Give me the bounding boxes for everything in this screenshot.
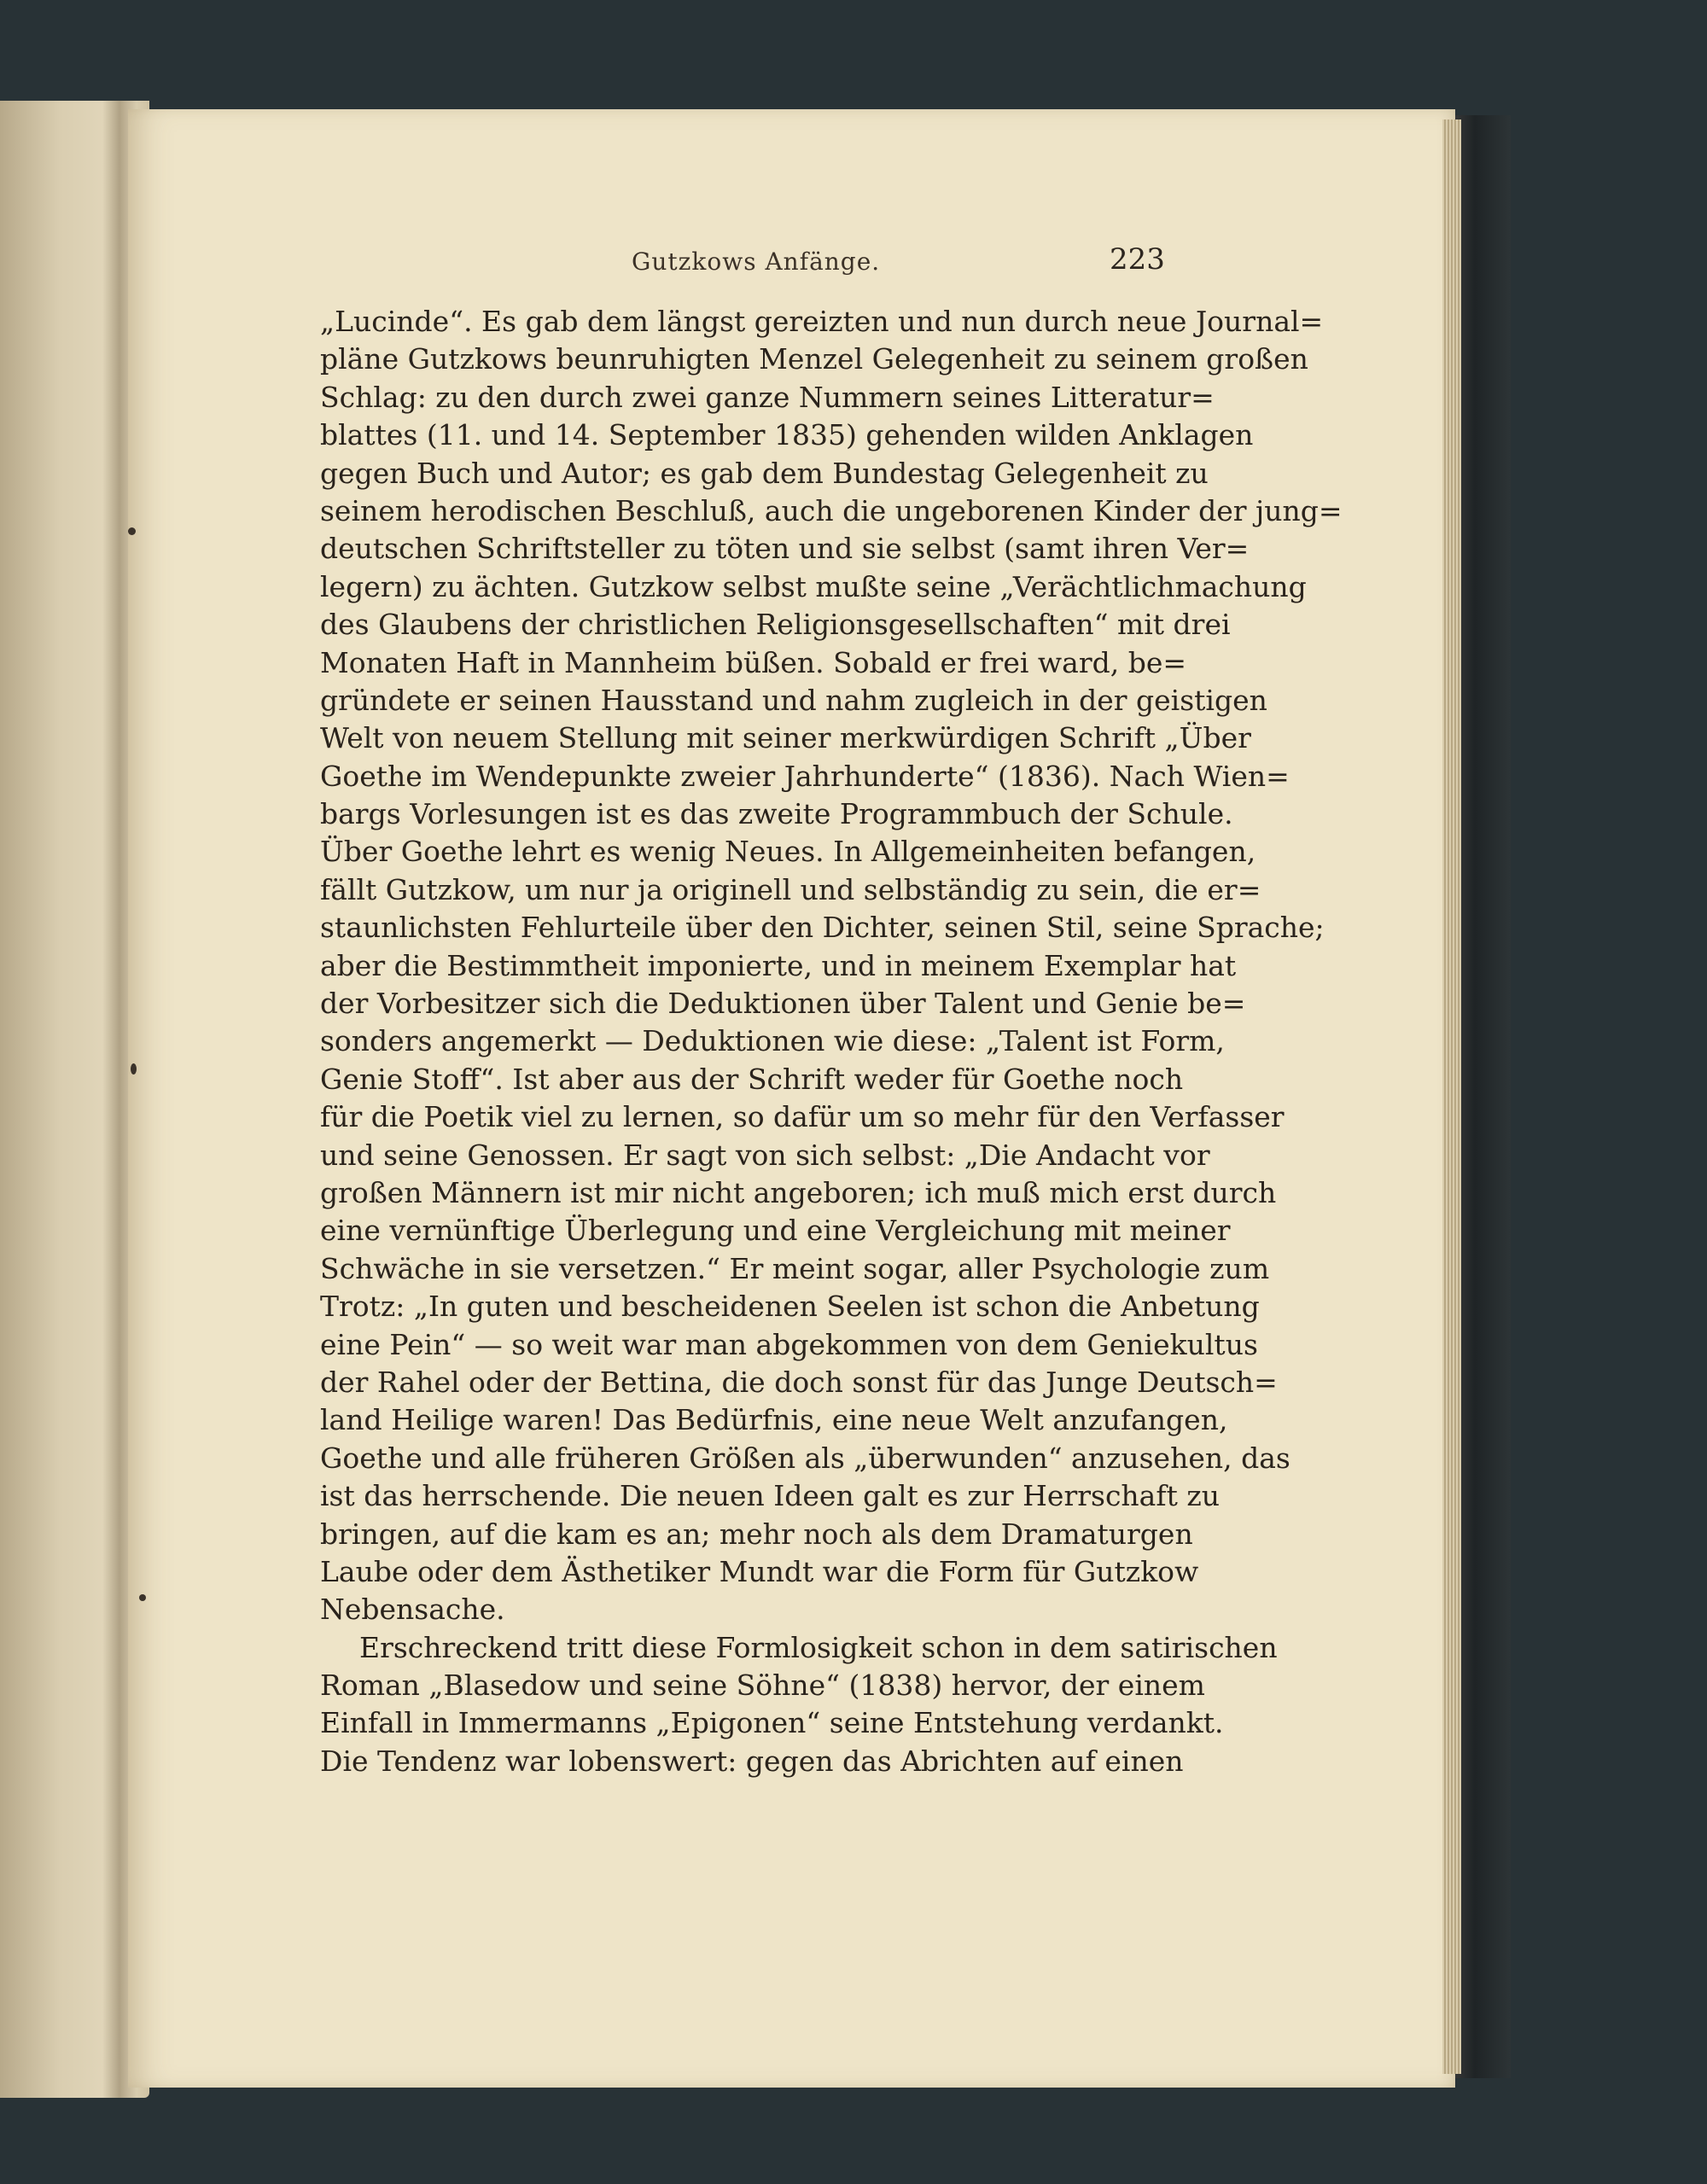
text-line: Trotz: „In guten und bescheidenen Seelen ist schon die Anbetung <box>320 1290 1260 1324</box>
text-line: aber die Bestimmtheit imponierte, und in meinem Exemplar hat <box>320 948 1237 982</box>
text-line: Monaten Haft in Mannheim büßen. Sobald er frei ward, be= <box>320 645 1187 679</box>
text-line: Goethe und alle früheren Größen als „überwunden“ anzusehen, das <box>320 1441 1290 1475</box>
body-text <box>320 303 1343 1780</box>
text-line: deutschen Schriftsteller zu töten und sie selbst (samt ihren Ver= <box>320 532 1250 566</box>
dust-speck <box>128 527 136 535</box>
dust-speck <box>139 1594 146 1601</box>
text-line: gründete er seinen Hausstand und nahm zugleich in der geistigen <box>320 683 1267 717</box>
text-line: sonders angemerkt — Deduktionen wie diese: „Talent ist Form, <box>320 1024 1225 1058</box>
text-line: der Rahel oder der Bettina, die doch sonst für das Junge Deutsch= <box>320 1365 1278 1399</box>
running-head-title: Gutzkows Anfänge. <box>632 248 881 276</box>
text-line: Genie Stoff“. Ist aber aus der Schrift weder für Goethe noch <box>320 1062 1184 1096</box>
text-line: pläne Gutzkows beunruhigten Menzel Gelegenheit zu seinem großen <box>320 342 1308 376</box>
text-line: blattes (11. und 14. September 1835) gehenden wilden Anklagen <box>320 418 1254 452</box>
text-line: legern) zu ächten. Gutzkow selbst mußte seine „Verächtlichmachung <box>320 569 1307 603</box>
page-number: 223 <box>1110 242 1165 277</box>
text-line: Laube oder dem Ästhetiker Mundt war die Form für Gutzkow <box>320 1554 1199 1588</box>
running-header <box>0 242 1169 282</box>
text-line: Erschreckend tritt diese Formlosigkeit schon in dem satirischen <box>359 1630 1278 1664</box>
text-line: staunlichsten Fehlurteile über den Dichter, seinen Stil, seine Sprache; <box>320 911 1325 945</box>
text-line: Einfall in Immermanns „Epigonen“ seine Entstehung verdankt. <box>320 1706 1224 1740</box>
text-line: Die Tendenz war lobenswert: gegen das Abrichten auf einen <box>320 1744 1184 1778</box>
text-line: seinem herodischen Beschluß, auch die ungeborenen Kinder der jung= <box>320 493 1343 527</box>
text-line: land Heilige waren! Das Bedürfnis, eine neue Welt anzufangen, <box>320 1403 1228 1437</box>
text-line: Goethe im Wendepunkte zweier Jahrhunderte“ (1836). Nach Wien= <box>320 759 1290 793</box>
text-line: des Glaubens der christlichen Religionsgesellschaften“ mit drei <box>320 608 1231 642</box>
text-line: Schlag: zu den durch zwei ganze Nummern seines Litteratur= <box>320 380 1215 414</box>
text-line: Welt von neuem Stellung mit seiner merkwürdigen Schrift „Über <box>320 721 1251 755</box>
text-line: ist das herrschende. Die neuen Ideen galt es zur Herrschaft zu <box>320 1479 1220 1513</box>
text-line: für die Poetik viel zu lernen, so dafür um so mehr für den Verfasser <box>320 1100 1285 1134</box>
dust-speck <box>131 1063 137 1075</box>
text-line: eine vernünftige Überlegung und eine Vergleichung mit meiner <box>320 1214 1231 1248</box>
text-line: und seine Genossen. Er sagt von sich selbst: „Die Andacht vor <box>320 1138 1210 1172</box>
text-line: „Lucinde“. Es gab dem längst gereizten und nun durch neue Journal= <box>320 305 1324 338</box>
text-line: Roman „Blasedow und seine Söhne“ (1838) hervor, der einem <box>320 1669 1205 1703</box>
text-line: bringen, auf die kam es an; mehr noch als dem Dramaturgen <box>320 1517 1193 1551</box>
text-line: großen Männern ist mir nicht angeboren; ich muß mich erst durch <box>320 1175 1277 1209</box>
text-line: Über Goethe lehrt es wenig Neues. In Allgemeinheiten befangen, <box>320 835 1256 869</box>
page-stack-edge <box>1442 119 1461 2074</box>
text-line: gegen Buch und Autor; es gab dem Bundestag Gelegenheit zu <box>320 456 1209 490</box>
text-line: Nebensache. <box>320 1593 505 1627</box>
text-line: Schwäche in sie versetzen.“ Er meint sogar, aller Psychologie zum <box>320 1251 1270 1285</box>
text-line: bargs Vorlesungen ist es das zweite Programmbuch der Schule. <box>320 797 1233 831</box>
text-line: der Vorbesitzer sich die Deduktionen über Talent und Genie be= <box>320 987 1246 1021</box>
text-line: eine Pein“ — so weit war man abgekommen von dem Geniekultus <box>320 1327 1258 1361</box>
text-line: fällt Gutzkow, um nur ja originell und selbständig zu sein, die er= <box>320 872 1261 906</box>
